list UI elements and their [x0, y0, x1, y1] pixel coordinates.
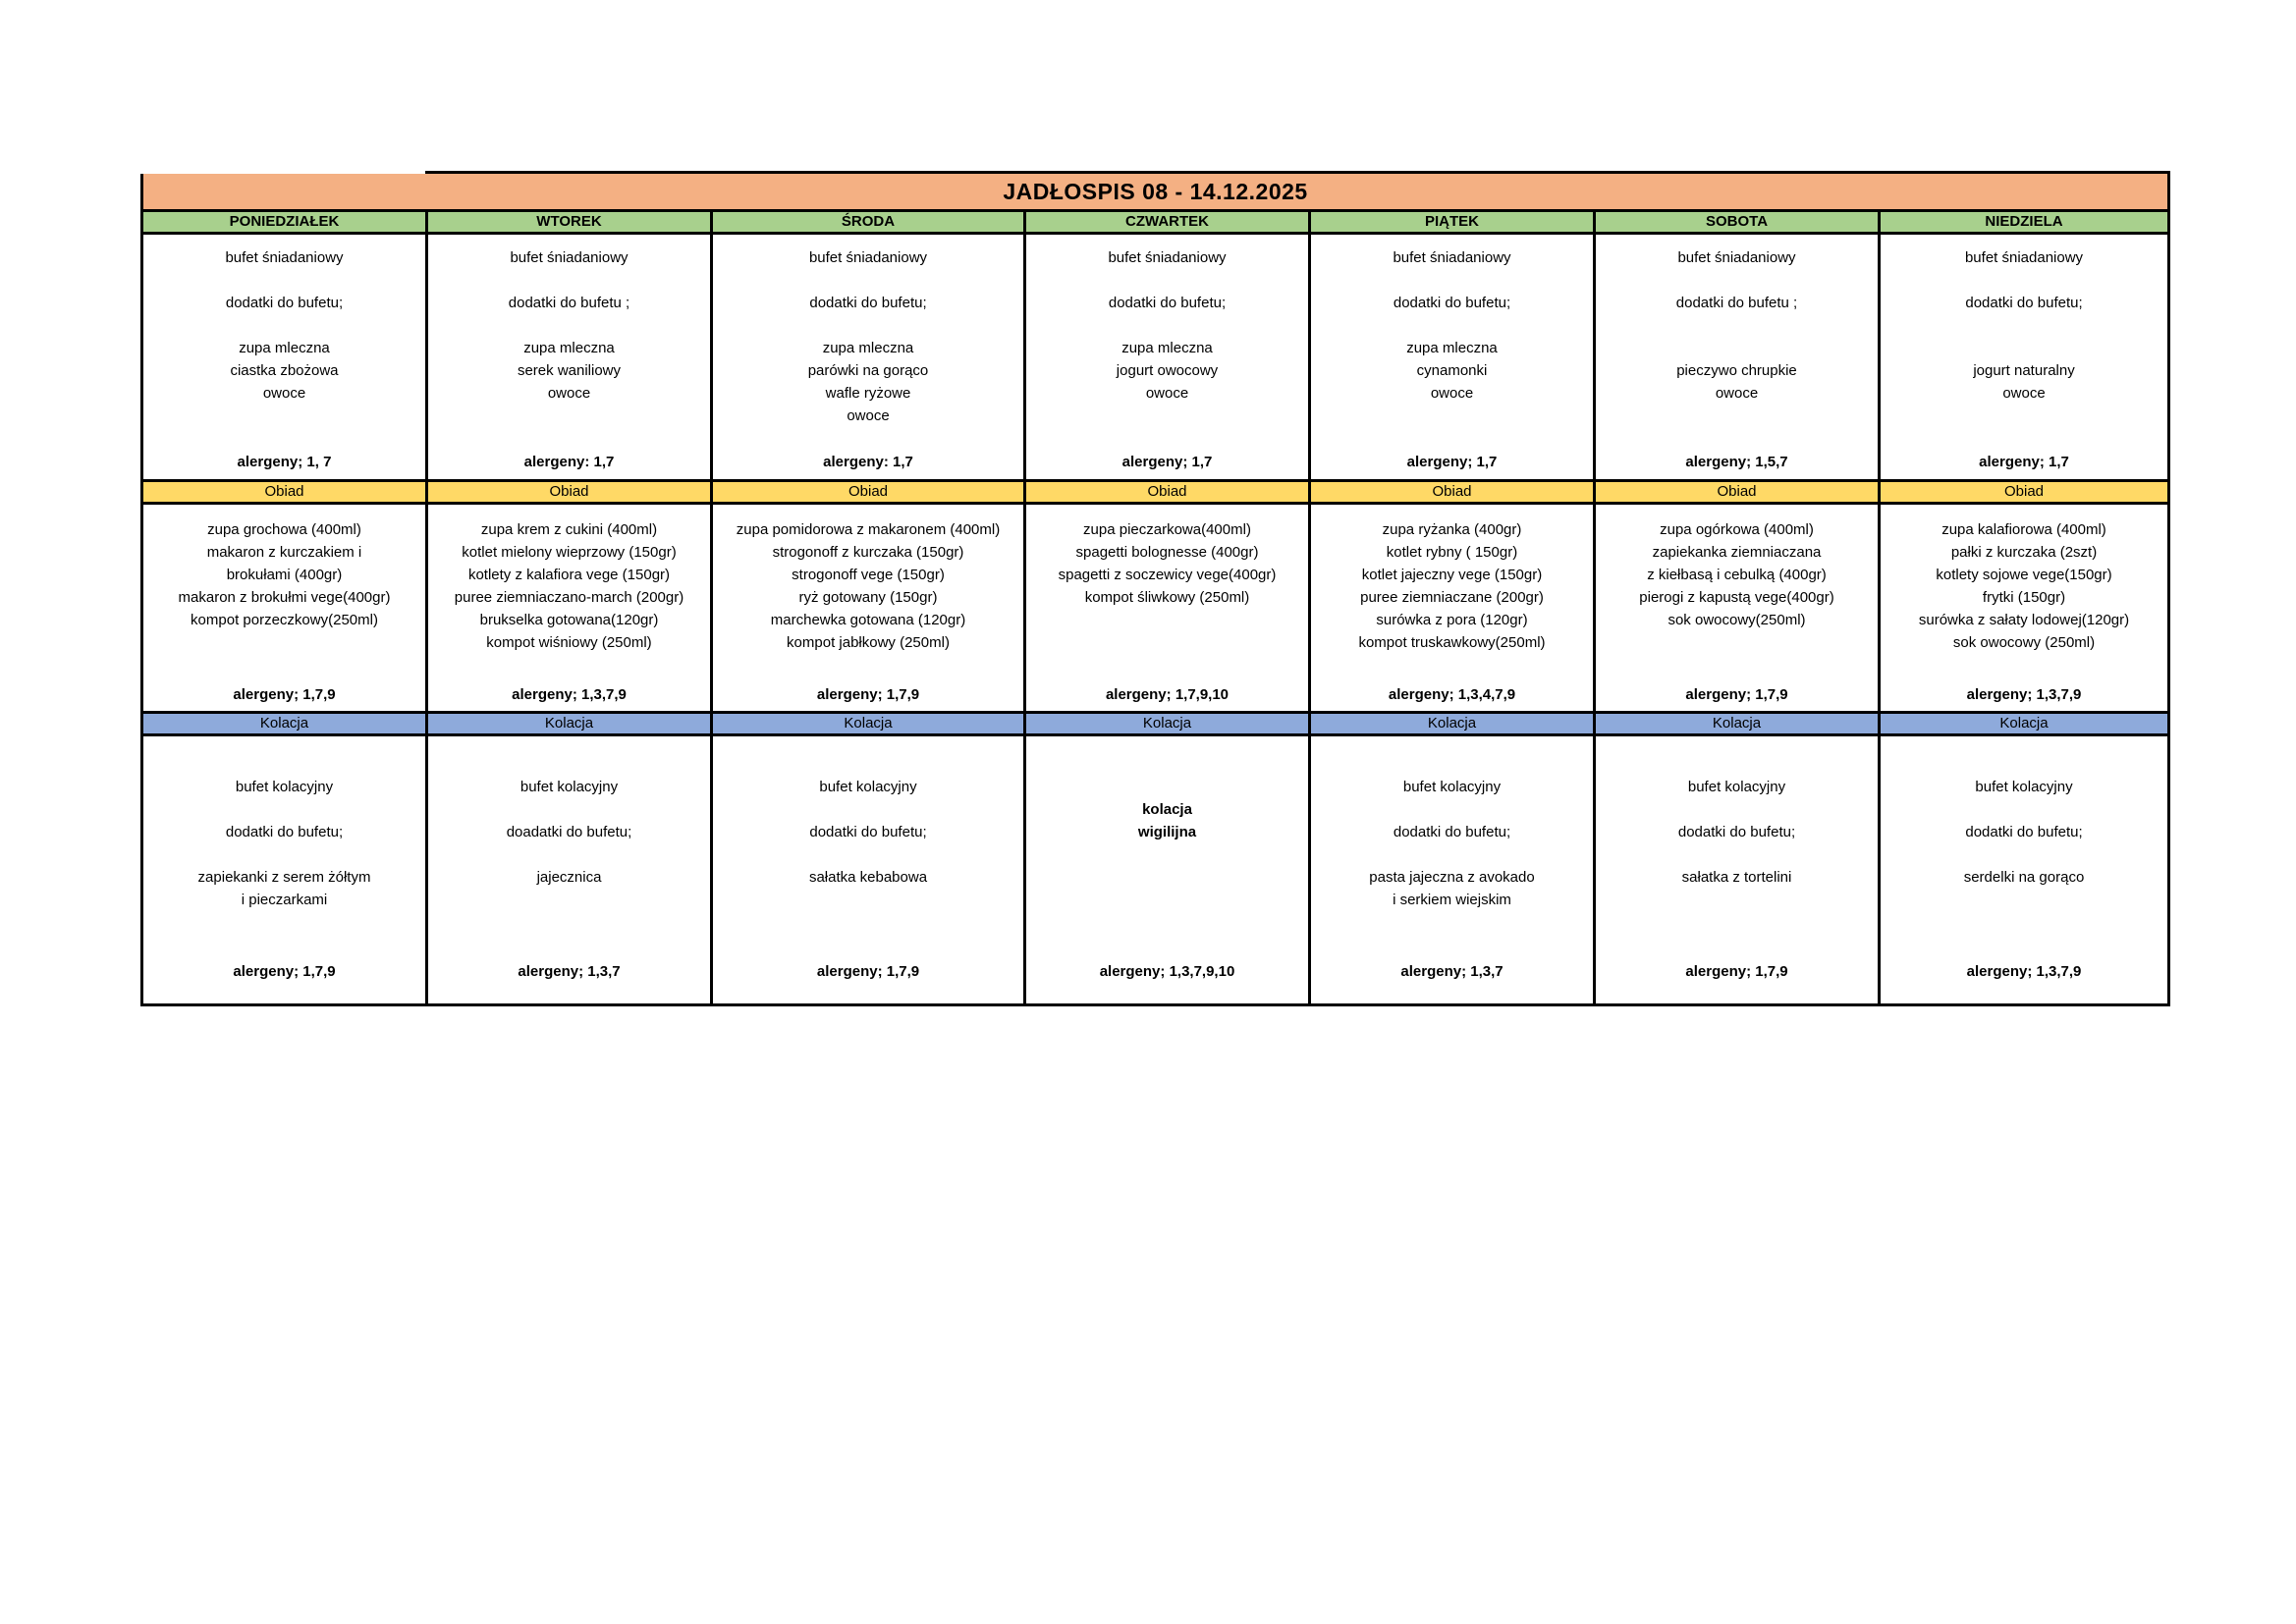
meal-item: serdelki na gorąco	[1963, 869, 2085, 886]
meal-item: zupa mleczna	[1406, 340, 1498, 356]
kolacja-cell-content	[1026, 736, 1308, 1003]
kolacja-label-wtorek: Kolacja	[427, 713, 712, 735]
meal-item: bufet śniadaniowy	[808, 249, 928, 266]
meal-item: puree ziemniaczano-march (200gr)	[454, 589, 684, 606]
allergens-label: alergeny; 1,3,7,9	[512, 686, 627, 703]
day-header-niedziela: NIEDZIELA	[1880, 211, 2169, 234]
meal-item: spagetti bolognesse (400gr)	[1075, 544, 1259, 561]
kolacja-label-sroda: Kolacja	[712, 713, 1025, 735]
menu-table	[140, 171, 2170, 1006]
meal-items	[713, 776, 1023, 889]
meal-item: owoce	[1145, 385, 1189, 402]
obiad-cell-sroda	[712, 504, 1025, 713]
meal-items	[143, 246, 425, 405]
kolacja-cell-sroda	[712, 735, 1025, 1005]
allergens-label: alergeny; 1,3,7,9	[1966, 686, 2082, 703]
meal-item	[1881, 798, 2167, 821]
meal-item: zupa ryżanka (400gr)	[1382, 521, 1522, 538]
meal-item	[428, 843, 710, 866]
meal-items	[1311, 776, 1593, 911]
obiad-cell-wtorek	[427, 504, 712, 713]
meal-item: spagetti z soczewicy vege(400gr)	[1058, 567, 1277, 583]
meal-item: wafle ryżowe	[825, 385, 911, 402]
meal-item	[1596, 337, 1878, 359]
allergens-label: alergeny; 1,7,9	[1685, 963, 1788, 980]
sniadanie-cell-piatek	[1310, 234, 1595, 481]
meal-item: z kiełbasą i cebulką (400gr)	[1647, 567, 1827, 583]
allergens-label: alergeny; 1,7,9	[1685, 686, 1788, 703]
meal-item	[1881, 337, 2167, 359]
meal-item: frytki (150gr)	[1982, 589, 2066, 606]
meal-item: makaron z kurczakiem i	[206, 544, 362, 561]
kolacja-label-sobota: Kolacja	[1595, 713, 1880, 735]
kolacja-label-niedziela: Kolacja	[1880, 713, 2169, 735]
meal-item: cynamonki	[1416, 362, 1488, 379]
allergens-label: alergeny; 1,3,4,7,9	[1388, 686, 1516, 703]
obiad-label-poniedzialek: Obiad	[142, 481, 427, 504]
kolacja-cell-sobota	[1595, 735, 1880, 1005]
kolacja-label-piatek: Kolacja	[1310, 713, 1595, 735]
obiad-label-piatek: Obiad	[1310, 481, 1595, 504]
meal-item: makaron z brokułmi vege(400gr)	[178, 589, 391, 606]
allergens-label: alergeny: 1,7	[523, 454, 615, 470]
meal-item: ryż gotowany (150gr)	[798, 589, 938, 606]
meal-item: brokułami (400gr)	[226, 567, 343, 583]
meal-item: brukselka gotowana(120gr)	[479, 612, 659, 628]
meal-item: jogurt naturalny	[1973, 362, 2075, 379]
kolacja-cell-niedziela	[1880, 735, 2169, 1005]
meal-item: bufet śniadaniowy	[1108, 249, 1227, 266]
sniadanie-cell-sroda	[712, 234, 1025, 481]
meal-item: zupa mleczna	[1121, 340, 1213, 356]
meal-item: dodatki do bufetu;	[809, 824, 927, 840]
meal-item: owoce	[547, 385, 591, 402]
sniadanie-cell-content	[1596, 235, 1878, 479]
meal-item: serek waniliowy	[517, 362, 622, 379]
allergens-label: alergeny; 1, 7	[237, 454, 332, 470]
meal-item: bufet śniadaniowy	[510, 249, 629, 266]
kolacja-cell-wtorek	[427, 735, 712, 1005]
meal-item: bufet śniadaniowy	[1393, 249, 1511, 266]
meal-item	[713, 843, 1023, 866]
meal-item	[1881, 269, 2167, 292]
meal-item	[1026, 269, 1308, 292]
meal-item: kotlet mielony wieprzowy (150gr)	[462, 544, 677, 561]
obiad-cell-piatek	[1310, 504, 1595, 713]
meal-item: dodatki do bufetu;	[225, 295, 344, 311]
meal-item: dodatki do bufetu;	[225, 824, 344, 840]
obiad-cell-content	[1596, 505, 1878, 711]
meal-item	[143, 269, 425, 292]
sniadanie-cell-content	[143, 235, 425, 479]
menu-title: JADŁOSPIS 08 - 14.12.2025	[142, 173, 2169, 211]
meal-item: ciastka zbożowa	[230, 362, 339, 379]
meal-item: jajecznica	[536, 869, 602, 886]
meal-items	[1311, 518, 1593, 654]
meal-item: kolacja	[1142, 801, 1192, 818]
meal-item: zupa pomidorowa z makaronem (400ml)	[736, 521, 1001, 538]
meal-item	[1026, 314, 1308, 337]
kolacja-cell-content	[428, 736, 710, 1003]
allergens-label: alergeny; 1,7,9	[816, 963, 920, 980]
sniadanie-cell-wtorek	[427, 234, 712, 481]
meal-item: sałatka z tortelini	[1681, 869, 1792, 886]
meal-item	[1596, 314, 1878, 337]
meal-items	[1026, 518, 1308, 609]
meal-item: bufet śniadaniowy	[1964, 249, 2084, 266]
allergens-label: alergeny; 1,5,7	[1685, 454, 1788, 470]
day-header-sroda: ŚRODA	[712, 211, 1025, 234]
obiad-cell-content	[1026, 505, 1308, 711]
kolacja-cell-poniedzialek	[142, 735, 427, 1005]
kolacja-cell-content	[143, 736, 425, 1003]
meal-item: bufet kolacyjny	[1687, 779, 1786, 795]
meal-item: zapiekanka ziemniaczana	[1652, 544, 1822, 561]
meal-item: dodatki do bufetu;	[1677, 824, 1796, 840]
meal-items	[428, 518, 710, 654]
meal-item: strogonoff z kurczaka (150gr)	[772, 544, 964, 561]
allergens-label: alergeny: 1,7	[823, 454, 913, 470]
obiad-label-sobota: Obiad	[1595, 481, 1880, 504]
meal-item: dodatki do bufetu ;	[508, 295, 630, 311]
meal-item	[428, 314, 710, 337]
meal-items	[1026, 776, 1308, 843]
meal-item: pierogi z kapustą vege(400gr)	[1639, 589, 1834, 606]
meal-items	[1311, 246, 1593, 405]
meal-item: bufet kolacyjny	[235, 779, 334, 795]
day-header-sobota: SOBOTA	[1595, 211, 1880, 234]
obiad-cell-content	[713, 505, 1023, 711]
obiad-label-czwartek: Obiad	[1025, 481, 1310, 504]
sniadanie-cell-poniedzialek	[142, 234, 427, 481]
allergens-label: alergeny; 1,3,7,9,10	[1099, 963, 1235, 980]
obiad-cell-poniedzialek	[142, 504, 427, 713]
meal-item: bufet kolacyjny	[1975, 779, 2073, 795]
title-corner-gap	[140, 168, 425, 174]
meal-item: dodatki do bufetu;	[1108, 295, 1227, 311]
sniadanie-cell-content	[1311, 235, 1593, 479]
meal-item: i pieczarkami	[241, 892, 328, 908]
allergens-label: alergeny; 1,3,7	[518, 963, 621, 980]
meal-item: zupa mleczna	[822, 340, 914, 356]
meal-item: owoce	[1715, 385, 1759, 402]
sniadanie-cell-content	[713, 235, 1023, 479]
kolacja-cell-content	[1596, 736, 1878, 1003]
obiad-cell-content	[1881, 505, 2167, 711]
meal-item: zupa kalafiorowa (400ml)	[1941, 521, 2106, 538]
allergens-label: alergeny; 1,3,7,9	[1966, 963, 2082, 980]
meal-item: i serkiem wiejskim	[1393, 892, 1511, 908]
obiad-cell-content	[428, 505, 710, 711]
meal-item: surówka z sałaty lodowej(120gr)	[1918, 612, 2130, 628]
sniadanie-cell-content	[1881, 235, 2167, 479]
meal-item: owoce	[262, 385, 306, 402]
meal-item: strogonoff vege (150gr)	[792, 567, 945, 583]
meal-item: dodatki do bufetu;	[1393, 824, 1511, 840]
allergens-label: alergeny; 1,7,9,10	[1105, 686, 1230, 703]
sniadanie-cell-content	[1026, 235, 1308, 479]
meal-item	[713, 314, 1023, 337]
meal-items	[428, 776, 710, 889]
meal-item: dodatki do bufetu;	[1965, 295, 2083, 311]
day-header-czwartek: CZWARTEK	[1025, 211, 1310, 234]
meal-item: bufet kolacyjny	[519, 779, 619, 795]
meal-item: jogurt owocowy	[1116, 362, 1219, 379]
meal-item: puree ziemniaczane (200gr)	[1360, 589, 1544, 606]
meal-item: pieczywo chrupkie	[1676, 362, 1797, 379]
meal-item: kotlety sojowe vege(150gr)	[1936, 567, 2112, 583]
meal-item: bufet kolacyjny	[819, 779, 917, 795]
day-header-poniedzialek: PONIEDZIAŁEK	[142, 211, 427, 234]
meal-items	[1596, 518, 1878, 631]
obiad-cell-content	[1311, 505, 1593, 711]
meal-item: dodatki do bufetu;	[1965, 824, 2083, 840]
meal-items	[713, 518, 1023, 654]
meal-item	[1596, 269, 1878, 292]
meal-item: kotlety z kalafiora vege (150gr)	[467, 567, 671, 583]
meal-item: zupa pieczarkowa(400ml)	[1083, 521, 1251, 538]
meal-item: kotlet rybny ( 150gr)	[1386, 544, 1518, 561]
allergens-label: alergeny; 1,7,9	[233, 963, 336, 980]
meal-item: surówka z pora (120gr)	[1376, 612, 1528, 628]
allergens-label: alergeny; 1,7,9	[233, 686, 336, 703]
meal-item: kompot porzeczkowy(250ml)	[191, 612, 378, 628]
meal-items	[143, 518, 425, 631]
meal-item: kompot jabłkowy (250ml)	[787, 634, 950, 651]
meal-item	[713, 269, 1023, 292]
meal-item	[428, 798, 710, 821]
meal-item: pałki z kurczaka (2szt)	[1950, 544, 2098, 561]
meal-item	[1881, 843, 2167, 866]
allergens-label: alergeny; 1,3,7	[1400, 963, 1503, 980]
obiad-cell-niedziela	[1880, 504, 2169, 713]
allergens-label: alergeny; 1,7	[1979, 454, 2069, 470]
meal-item: pasta jajeczna z avokado	[1369, 869, 1535, 886]
meal-item: dodatki do bufetu;	[1393, 295, 1511, 311]
meal-item: marchewka gotowana (120gr)	[770, 612, 966, 628]
meal-item: zupa krem z cukini (400ml)	[480, 521, 658, 538]
kolacja-label-czwartek: Kolacja	[1025, 713, 1310, 735]
obiad-label-wtorek: Obiad	[427, 481, 712, 504]
meal-item: sałatka kebabowa	[808, 869, 928, 886]
meal-items	[1596, 246, 1878, 405]
meal-items	[1596, 776, 1878, 889]
kolacja-cell-content	[713, 736, 1023, 1003]
meal-item: parówki na gorąco	[807, 362, 929, 379]
meal-item	[713, 798, 1023, 821]
meal-item: kotlet jajeczny vege (150gr)	[1361, 567, 1543, 583]
meal-item: dodatki do bufetu;	[809, 295, 927, 311]
meal-item: wigilijna	[1137, 824, 1197, 840]
allergens-label: alergeny; 1,7	[1121, 454, 1213, 470]
kolacja-cell-content	[1881, 736, 2167, 1003]
meal-item: zupa mleczna	[239, 340, 330, 356]
meal-item	[1026, 776, 1308, 798]
meal-item	[1311, 798, 1593, 821]
meal-item	[428, 269, 710, 292]
meal-item: owoce	[2002, 385, 2046, 402]
meal-items	[1881, 776, 2167, 889]
meal-item	[1596, 798, 1878, 821]
meal-item	[1311, 269, 1593, 292]
meal-item	[1311, 314, 1593, 337]
meal-item	[143, 843, 425, 866]
obiad-label-sroda: Obiad	[712, 481, 1025, 504]
meal-item: dodatki do bufetu ;	[1675, 295, 1798, 311]
meal-item: bufet śniadaniowy	[225, 249, 344, 266]
kolacja-cell-piatek	[1310, 735, 1595, 1005]
meal-item: kompot śliwkowy (250ml)	[1084, 589, 1250, 606]
allergens-label: alergeny; 1,7	[1406, 454, 1498, 470]
meal-item: sok owocowy(250ml)	[1667, 612, 1806, 628]
meal-item: doadatki do bufetu;	[506, 824, 632, 840]
meal-item: kompot truskawkowy(250ml)	[1358, 634, 1546, 651]
meal-item	[1881, 314, 2167, 337]
meal-items	[1026, 246, 1308, 405]
sniadanie-cell-czwartek	[1025, 234, 1310, 481]
kolacja-cell-czwartek	[1025, 735, 1310, 1005]
meal-item: owoce	[847, 407, 890, 424]
meal-item	[143, 314, 425, 337]
meal-item: owoce	[1430, 385, 1474, 402]
meal-items	[1881, 518, 2167, 654]
meal-item: sok owocowy (250ml)	[1952, 634, 2096, 651]
obiad-cell-content	[143, 505, 425, 711]
obiad-cell-czwartek	[1025, 504, 1310, 713]
obiad-label-niedziela: Obiad	[1880, 481, 2169, 504]
meal-item: bufet kolacyjny	[1402, 779, 1502, 795]
obiad-cell-sobota	[1595, 504, 1880, 713]
kolacja-cell-content	[1311, 736, 1593, 1003]
meal-item	[1311, 843, 1593, 866]
meal-item	[143, 798, 425, 821]
sniadanie-cell-sobota	[1595, 234, 1880, 481]
meal-items	[428, 246, 710, 405]
meal-items	[1881, 246, 2167, 405]
meal-item: zapiekanki z serem żółtym	[197, 869, 371, 886]
day-header-piatek: PIĄTEK	[1310, 211, 1595, 234]
meal-items	[143, 776, 425, 911]
meal-items	[713, 246, 1023, 427]
meal-item: zupa grochowa (400ml)	[207, 521, 361, 538]
meal-item: zupa mleczna	[523, 340, 615, 356]
meal-item: bufet śniadaniowy	[1677, 249, 1796, 266]
sniadanie-cell-niedziela	[1880, 234, 2169, 481]
kolacja-label-poniedzialek: Kolacja	[142, 713, 427, 735]
meal-item: zupa ogórkowa (400ml)	[1660, 521, 1814, 538]
meal-item: kompot wiśniowy (250ml)	[486, 634, 652, 651]
allergens-label: alergeny; 1,7,9	[816, 686, 920, 703]
sniadanie-cell-content	[428, 235, 710, 479]
day-header-wtorek: WTOREK	[427, 211, 712, 234]
meal-item	[1596, 843, 1878, 866]
